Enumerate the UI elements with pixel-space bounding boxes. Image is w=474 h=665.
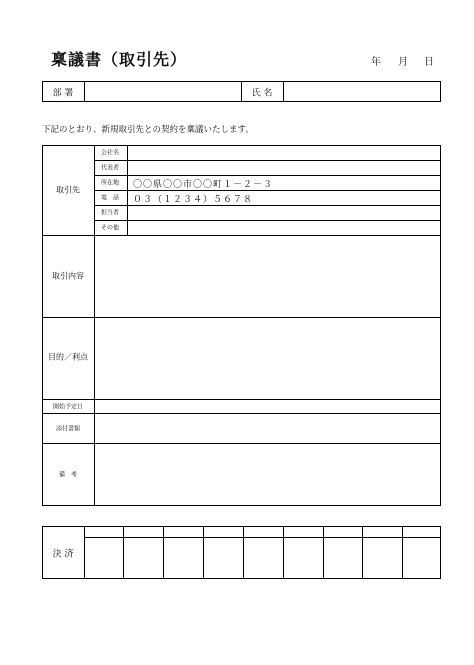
- contact-person-label: 担当者: [100, 209, 120, 217]
- address-value[interactable]: 〇〇県〇〇市〇〇町１－２－３: [133, 180, 274, 190]
- approval-stamp-cell[interactable]: [85, 538, 122, 578]
- remarks-field[interactable]: [95, 444, 440, 505]
- purpose-label: 目的／利点: [48, 352, 88, 362]
- address-label: 所在地: [100, 179, 120, 187]
- representative-field[interactable]: [128, 161, 440, 175]
- intro-text: 下記のとおり、新規取引先との契約を稟議いたします。: [42, 125, 254, 135]
- remarks-label: 備 考: [58, 471, 78, 479]
- phone-value[interactable]: ０３（１２３４）５６７８: [133, 195, 254, 205]
- approval-stamp-cell[interactable]: [403, 538, 440, 578]
- phone-label: 電 話: [100, 194, 120, 202]
- other-label: その他: [100, 224, 120, 232]
- month-label: 月: [398, 57, 408, 68]
- other-field[interactable]: [128, 221, 440, 235]
- approval-stamp-cell[interactable]: [284, 538, 322, 578]
- approval-stamp-cell[interactable]: [244, 538, 282, 578]
- company-name-field[interactable]: [128, 146, 440, 160]
- page-title: 稟議書（取引先）: [51, 50, 188, 69]
- approval-stamp-cell[interactable]: [124, 538, 162, 578]
- client-label: 取引先: [56, 185, 80, 195]
- department-field[interactable]: [85, 82, 240, 101]
- attachments-field[interactable]: [95, 414, 440, 442]
- attachments-label: 添付書類: [55, 425, 81, 433]
- department-label: 部 署: [52, 88, 74, 99]
- approval-stamp-cell[interactable]: [164, 538, 202, 578]
- approval-stamp-cell[interactable]: [324, 538, 361, 578]
- representative-label: 代表者: [100, 164, 120, 172]
- transaction-content-label: 取引内容: [52, 271, 84, 281]
- approval-label: 決 済: [52, 549, 74, 560]
- approval-stamp-cell[interactable]: [363, 538, 401, 578]
- transaction-content-field[interactable]: [95, 236, 440, 316]
- day-label: 日: [424, 57, 434, 68]
- start-date-field[interactable]: [95, 400, 440, 413]
- approval-stamp-cell[interactable]: [204, 538, 242, 578]
- company-name-label: 会社名: [100, 149, 120, 157]
- purpose-field[interactable]: [95, 318, 440, 398]
- year-label: 年: [371, 57, 381, 68]
- name-label: 氏 名: [251, 88, 273, 99]
- name-field[interactable]: [284, 82, 440, 101]
- start-date-label: 開始予定日: [52, 403, 84, 411]
- contact-person-field[interactable]: [128, 206, 440, 220]
